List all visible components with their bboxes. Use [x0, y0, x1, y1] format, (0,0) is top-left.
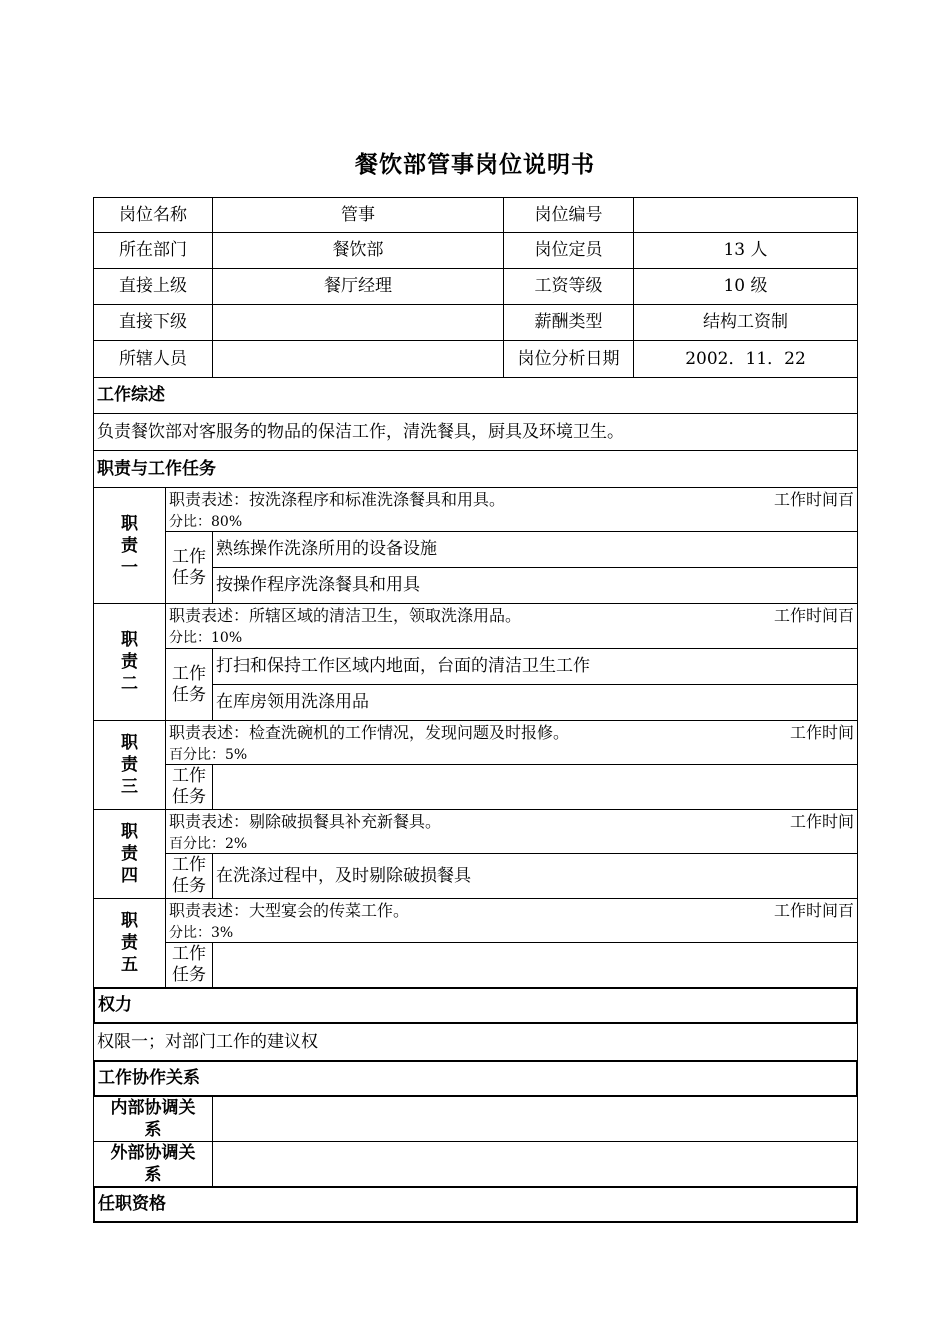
duty-time-percent: 工作时间百: [773, 901, 854, 920]
duty-label-char: 责: [121, 755, 138, 775]
duty-label: [93, 603, 166, 721]
external-relations-label: [93, 1141, 213, 1187]
duty-time-percent: 工作时间百: [773, 606, 854, 625]
duty-description: [165, 720, 858, 765]
section-heading-qualifications: 任职资格: [93, 1186, 858, 1223]
duty-description: [165, 603, 858, 649]
task-item: 熟练操作洗涤所用的设备设施: [212, 531, 858, 568]
task-item: 在洗涤过程中，及时剔除破损餐具: [212, 853, 858, 899]
duty-label: [93, 809, 166, 899]
duty-label-char: 责: [121, 844, 138, 864]
internal-relations-value: [212, 1096, 858, 1142]
info-label: 薪酬类型: [503, 304, 634, 341]
task-label-line: 工作: [172, 944, 206, 964]
info-value: [212, 340, 504, 378]
task-label: [165, 531, 213, 604]
info-value: 管事: [212, 197, 504, 233]
duty-label-char: 责: [121, 933, 138, 953]
info-value: 13 人: [633, 232, 858, 269]
duty-label-char: 三: [121, 777, 138, 797]
task-item: 在库房领用洗涤用品: [212, 684, 858, 721]
duty-time-percent-value: 分比：80%: [169, 514, 243, 530]
duty-description-text: 职责表述：检查洗碗机的工作情况，发现问题及时报修。: [169, 723, 570, 742]
task-label-line: 任务: [172, 684, 206, 705]
task-label-line: 任务: [172, 567, 206, 588]
duty-label-char: 二: [121, 674, 138, 694]
task-label-line: 工作: [172, 766, 206, 786]
task-label-line: 工作: [172, 855, 206, 875]
section-heading-relations: 工作协作关系: [93, 1060, 858, 1097]
task-label: [165, 648, 213, 721]
info-value: 结构工资制: [633, 304, 858, 341]
label-line: 内部协调关: [110, 1098, 196, 1118]
duty-label-char: 职: [121, 513, 138, 534]
section-heading-authority: 权力: [93, 987, 858, 1024]
duty-time-percent: 工作时间百: [773, 490, 854, 509]
duty-description-text: 职责表述：所辖区域的清洁卫生，领取洗涤用品。: [169, 606, 522, 625]
external-relations-value: [212, 1141, 858, 1187]
info-value: 10 级: [633, 268, 858, 305]
info-label: 直接上级: [93, 268, 213, 305]
section-heading-duties: 职责与工作任务: [93, 450, 858, 488]
duty-time-percent: 工作时间: [789, 723, 854, 742]
task-item: [212, 942, 858, 988]
task-label-line: 工作: [172, 663, 206, 684]
duty-label-char: 一: [121, 557, 138, 578]
duty-label: [93, 898, 166, 988]
authority-text: 权限一；对部门工作的建议权: [93, 1023, 858, 1061]
info-value: 餐饮部: [212, 232, 504, 269]
task-item: [212, 764, 858, 810]
task-item: 打扫和保持工作区域内地面，台面的清洁卫生工作: [212, 648, 858, 685]
info-label: 直接下级: [93, 304, 213, 341]
duty-label-char: 职: [121, 822, 138, 842]
duty-time-percent-value: 百分比：2%: [169, 836, 248, 852]
task-label: [165, 764, 213, 810]
task-label-line: 任务: [172, 787, 206, 807]
duty-description-text: 职责表述：按洗涤程序和标准洗涤餐具和用具。: [169, 490, 506, 509]
duty-label-char: 职: [121, 733, 138, 753]
internal-relations-label: [93, 1096, 213, 1142]
info-label: 所在部门: [93, 232, 213, 269]
task-label-line: 任务: [172, 965, 206, 985]
duty-time-percent-value: 百分比：5%: [169, 747, 248, 763]
info-value: [633, 197, 858, 233]
duty-time-percent-value: 分比：10%: [169, 630, 243, 646]
info-value: [212, 304, 504, 341]
duty-description: [165, 898, 858, 943]
label-line: 系: [144, 1165, 162, 1185]
duty-label: [93, 720, 166, 810]
info-label: 岗位编号: [503, 197, 634, 233]
duty-label-char: 责: [121, 652, 138, 672]
duty-time-percent-value: 分比：3%: [169, 925, 234, 941]
duty-time-percent: 工作时间: [789, 812, 854, 831]
duty-label-char: 职: [121, 911, 138, 931]
label-line: 系: [144, 1120, 162, 1140]
duty-label-char: 五: [121, 955, 138, 975]
task-item: 按操作程序洗涤餐具和用具: [212, 567, 858, 604]
duty-description: [165, 809, 858, 854]
info-label: 岗位分析日期: [503, 340, 634, 378]
info-label: 工资等级: [503, 268, 634, 305]
duty-label-char: 责: [121, 535, 138, 556]
page-title: 餐饮部管事岗位说明书: [355, 152, 595, 178]
task-label: [165, 942, 213, 988]
task-label-line: 工作: [172, 546, 206, 567]
label-line: 外部协调关: [110, 1143, 196, 1163]
summary-text: 负责餐饮部对客服务的物品的保洁工作，清洗餐具，厨具及环境卫生。: [93, 413, 858, 451]
info-value: 餐厅经理: [212, 268, 504, 305]
task-label-line: 任务: [172, 876, 206, 896]
info-label: 岗位定员: [503, 232, 634, 269]
duty-description-text: 职责表述：剔除破损餐具补充新餐具。: [169, 812, 442, 831]
info-label: 所辖人员: [93, 340, 213, 378]
section-heading-summary: 工作综述: [93, 377, 858, 414]
duty-label-char: 职: [121, 630, 138, 650]
info-label: 岗位名称: [93, 197, 213, 233]
duty-description-text: 职责表述：大型宴会的传菜工作。: [169, 901, 410, 920]
info-value: 2002．11．22: [633, 340, 858, 378]
task-label: [165, 853, 213, 899]
duty-description: [165, 487, 858, 532]
duty-label: [93, 487, 166, 604]
duty-label-char: 四: [121, 866, 138, 886]
